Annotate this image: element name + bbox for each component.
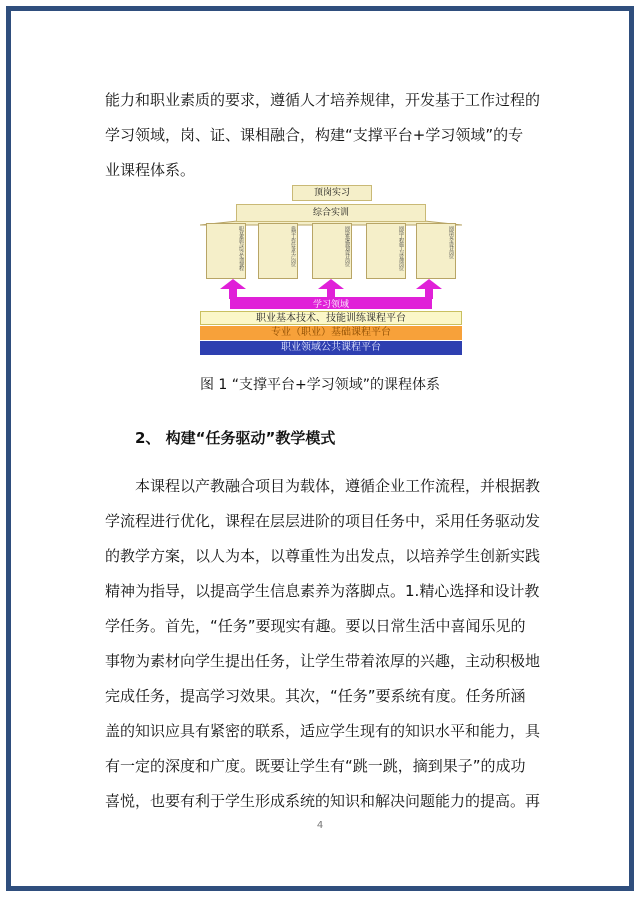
- paragraph-1: [105, 83, 545, 188]
- text-line: 学任务。首先，“任务”要现实有趣。要以日常生活中喜闻乐见的: [105, 617, 526, 635]
- curriculum-diagram: [200, 185, 462, 357]
- text-line: 业课程体系。: [105, 161, 196, 179]
- learning-domain-label: 学习领域: [312, 300, 350, 310]
- text-line: 精神为指导，以提高学生信息素养为落脚点。1.精心选择和设计教: [105, 582, 540, 600]
- diagram-second-box: 综合实训: [236, 204, 426, 222]
- text-line: 完成任务，提高学习效果。其次，“任务”要系统有度。任务所涵: [105, 687, 526, 705]
- diagram-column-2: 典型工作任务生产岗位: [258, 223, 298, 279]
- text-line: 盖的知识应具有紧密的联系，适应学生现有的知识水平和能力，具: [105, 722, 541, 740]
- diagram-column-3: 网络系统规划设计岗位: [312, 223, 352, 279]
- text-line: 能力和职业素质的要求，遵循人才培养规律，开发基于工作过程的: [105, 91, 541, 109]
- layer-skills-platform: 职业基本技术、技能训练课程平台: [200, 311, 462, 325]
- diagram-column-1: 职业素质与综合实训课程: [206, 223, 246, 279]
- layer-public-platform: 职业领域公共课程平台: [200, 341, 462, 355]
- paragraph-2: [105, 469, 545, 819]
- diagram-arrows: [200, 277, 462, 313]
- diagram-top-box: 顶岗实习: [292, 185, 372, 201]
- diagram-column-5: 网络安全设计岗位: [416, 223, 456, 279]
- text-line: 有一定的深度和广度。既要让学生有“跳一跳，摘到果子”的成功: [105, 757, 526, 775]
- text-line: 喜悦，也要有利于学生形成系统的知识和解决问题能力的提高。再: [105, 792, 541, 810]
- diagram-column-4: 网络工程施工与管理岗位: [366, 223, 406, 279]
- text-line: 学习领域，岗、证、课相融合，构建“支撑平台+学习领域”的专: [105, 126, 524, 144]
- text-line: 的教学方案，以人为本，以尊重性为出发点，以培养学生创新实践: [105, 547, 541, 565]
- text-line: 学流程进行优化，课程在层层进阶的项目任务中，采用任务驱动发: [105, 512, 541, 530]
- figure-caption: 图 1 “支撑平台+学习领域”的课程体系: [199, 377, 441, 393]
- page-number: 4: [316, 820, 324, 831]
- text-line: 事物为素材向学生提出任务，让学生带着浓厚的兴趣，主动积极地: [105, 652, 541, 670]
- text-line: 本课程以产教融合项目为载体，遵循企业工作流程，并根据教: [135, 477, 541, 495]
- section-heading: 2、 构建“任务驱动”教学模式: [135, 429, 336, 447]
- layer-foundation-platform: 专业（职业）基础课程平台: [200, 326, 462, 340]
